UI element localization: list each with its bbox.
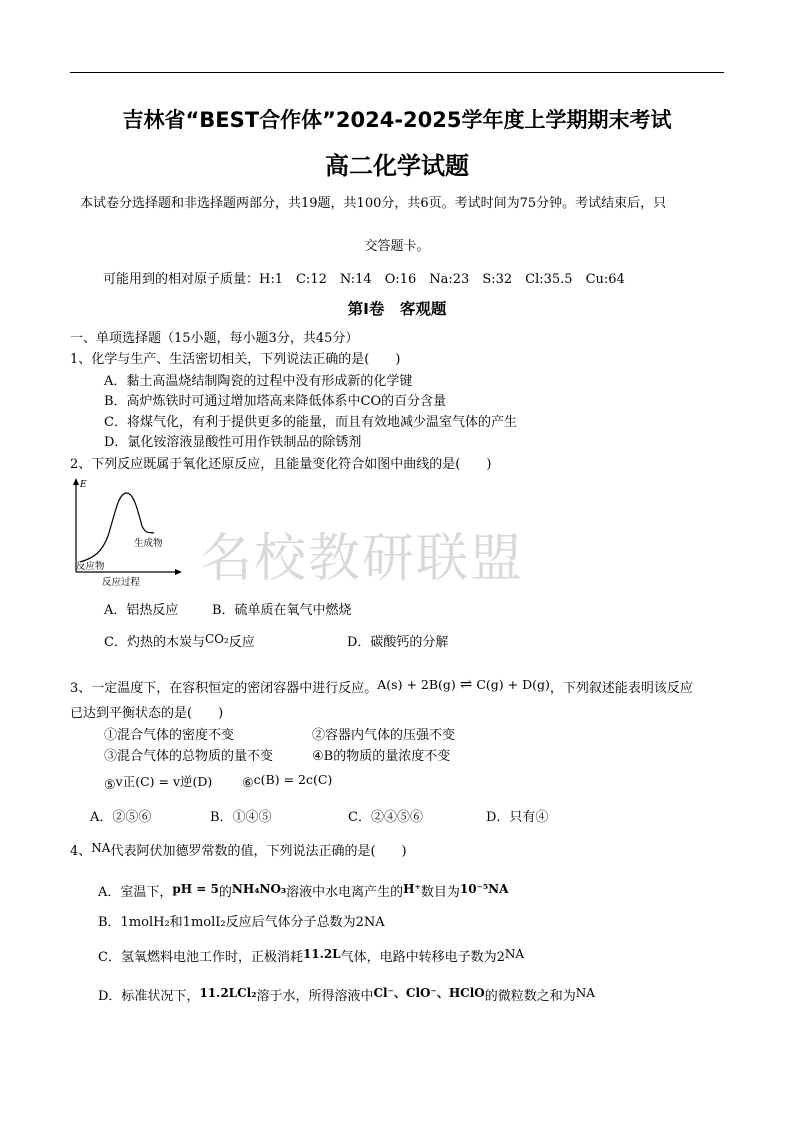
- watermark: 名校教研联盟: [200, 529, 525, 589]
- q3-statement-1: ①混合气体的密度不变: [104, 728, 235, 743]
- q3-option-a: A．②⑤⑥: [90, 810, 152, 825]
- q3-option-b: B．①④⑤: [210, 810, 272, 825]
- q3-equation: A(s) + 2B(g) ⇌ C(g) + D(g): [377, 675, 550, 693]
- q1-option-a: A．黏土高温烧结制陶瓷的过程中没有形成新的化学键: [104, 374, 413, 389]
- product-label: 生成物: [134, 538, 163, 549]
- q3-statement-6: ⑥c(B) = 2c(C): [242, 772, 333, 791]
- energy-curve: [80, 493, 154, 562]
- q2-option-c: C．灼热的木炭与CO₂反应: [104, 632, 255, 650]
- x-axis-label: 反应过程: [102, 577, 141, 588]
- reactant-label: 反应物: [76, 561, 105, 572]
- x-axis-arrow: [175, 569, 182, 575]
- co2-formula: CO₂: [204, 632, 229, 646]
- atomic-masses: 可能用到的相对原子质量：H:1 C:12 N:14 O:16 Na:23 S:32 Cl:35.5 Cu:64: [103, 272, 625, 287]
- q2-stem: 2、下列反应既属于氧化还原反应，且能量变化符合如图中曲线的是( ): [70, 457, 492, 472]
- q2-option-d: D．碳酸钙的分解: [347, 635, 449, 650]
- q1-option-d: D．氯化铵溶液显酸性可用作铁制品的除锈剂: [104, 435, 362, 450]
- q2-option-a: A．铝热反应: [104, 603, 179, 618]
- q1-stem: 1、化学与生产、生活密切相关，下列说法正确的是( ): [70, 352, 401, 367]
- q4-option-b: B．1molH₂和1molI₂反应后气体分子总数为2NA: [98, 915, 385, 930]
- q3-option-c: C．②④⑤⑥: [348, 810, 423, 825]
- energy-diagram: [68, 476, 186, 588]
- intro-line-1: 本试卷分选择题和非选择题两部分，共19题，共100分，共6页。考试时间为75分钟。考试结束后，只: [80, 196, 667, 211]
- q4-option-d: D．标准状况下，11.2LCl₂溶于水，所得溶液中Cl⁻、ClO⁻、HClO的微粒数之和为NA: [98, 986, 595, 1004]
- q3-statement-5: ⑤v正(C) = v逆(D): [104, 774, 213, 793]
- q3-statement-2: ②容器内气体的压强不变: [312, 728, 456, 743]
- q1-option-c: C．将煤气化，有利于提供更多的能量，而且有效地减少温室气体的产生: [104, 415, 517, 430]
- top-rule: [70, 72, 724, 73]
- exam-title: 吉林省“BEST合作体”2024-2025学年度上学期期末考试: [122, 108, 672, 132]
- y-axis-arrow: [73, 478, 79, 485]
- q4-option-c: C．氢氧燃料电池工作时，正极消耗11.2L气体，电路中转移电子数为2NA: [98, 947, 525, 965]
- q3-stem: 3、一定温度下，在容积恒定的密闭容器中进行反应。A(s) + 2B(g) ⇌ C(g) + D(g)，下列叙述能表明该反应: [70, 675, 693, 696]
- y-axis-label: E: [80, 480, 87, 490]
- q3-statement-3: ③混合气体的总物质的量不变: [104, 749, 274, 764]
- exam-subtitle: 高二化学试题: [325, 152, 469, 180]
- q2-option-b: B．硫单质在氧气中燃烧: [212, 603, 352, 618]
- q1-option-b: B．高炉炼铁时可通过增加塔高来降低体系中CO的百分含量: [104, 394, 447, 409]
- part-heading: 一、单项选择题（15小题，每小题3分，共45分）: [70, 331, 359, 346]
- section-title: 第Ⅰ卷 客观题: [347, 300, 447, 318]
- q4-option-a: A．室温下，pH = 5的NH₄NO₃溶液中水电离产生的H⁺数目为10⁻⁵NA: [98, 882, 509, 900]
- q3-stem-line2: 已达到平衡状态的是( ): [70, 706, 224, 721]
- intro-line-2: 交答题卡。: [364, 239, 430, 254]
- q3-statement-4: ④B的物质的量浓度不变: [312, 749, 451, 764]
- q4-stem: 4、NA代表阿伏加德罗常数的值，下列说法正确的是( ): [70, 841, 407, 859]
- q3-option-d: D．只有④: [486, 810, 549, 825]
